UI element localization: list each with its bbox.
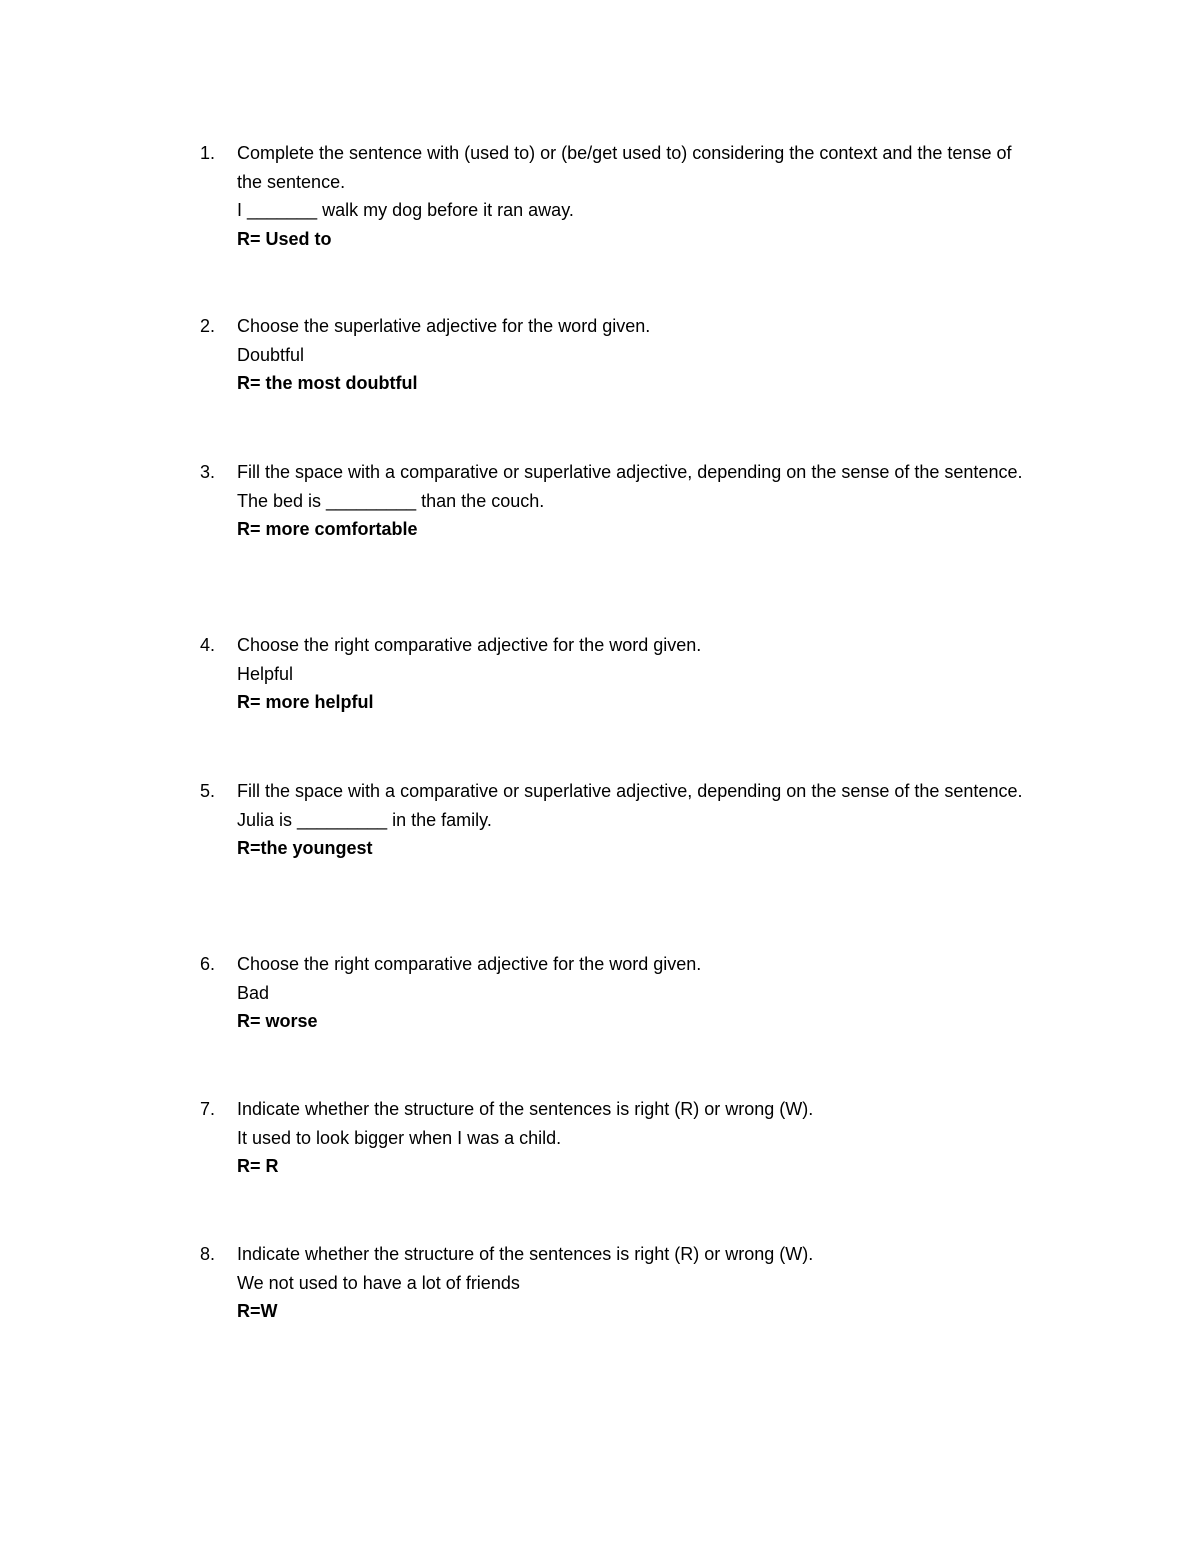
question-body <box>237 458 1037 544</box>
question-item: Julia is _________ in the family. <box>237 809 492 830</box>
question-number: 5. <box>200 781 216 801</box>
question-number: 4. <box>200 635 216 655</box>
question-prompt: Fill the space with a comparative or superlative adjective, depending on the sense of the sentence. <box>237 462 1023 482</box>
question-answer: R= the most doubtful <box>237 373 418 393</box>
question-body <box>237 1095 1037 1181</box>
question-number: 8. <box>200 1244 216 1264</box>
question-answer: R= worse <box>237 1011 318 1031</box>
question-number: 6. <box>200 954 216 974</box>
question-answer: R= more helpful <box>237 692 374 712</box>
question-item: The bed is _________ than the couch. <box>237 490 545 511</box>
question-number: 1. <box>200 143 216 163</box>
question-answer: R= Used to <box>237 228 332 249</box>
question-prompt: Choose the superlative adjective for the word given. <box>237 316 651 336</box>
question-answer: R=W <box>237 1301 278 1321</box>
question-item: Bad <box>237 982 270 1003</box>
question-number: 3. <box>200 462 216 482</box>
question-prompt: Indicate whether the structure of the sentences is right (R) or wrong (W). <box>237 1244 814 1264</box>
question-body <box>237 1240 1037 1326</box>
question-answer: R= R <box>237 1156 279 1176</box>
question-prompt: Complete the sentence with (used to) or (be/get used to) considering the context and the tense of the sentence. <box>237 143 1012 192</box>
question-item: We not used to have a lot of friends <box>237 1272 520 1293</box>
question-prompt: Fill the space with a comparative or superlative adjective, depending on the sense of the sentence. <box>237 781 1023 801</box>
question-body <box>237 312 1037 398</box>
question-answer: R= more comfortable <box>237 519 418 539</box>
question-item: Helpful <box>237 663 294 684</box>
question-item: I _______ walk my dog before it ran away. <box>237 200 574 220</box>
question-body <box>237 950 1037 1036</box>
question-prompt: Choose the right comparative adjective for the word given. <box>237 635 702 655</box>
question-number: 7. <box>200 1099 216 1119</box>
question-body <box>237 139 1037 253</box>
question-item: Doubtful <box>237 344 305 365</box>
question-item: It used to look bigger when I was a child. <box>237 1127 562 1148</box>
question-number: 2. <box>200 316 216 336</box>
question-body <box>237 631 1037 717</box>
question-prompt: Choose the right comparative adjective for the word given. <box>237 954 702 974</box>
question-body <box>237 777 1037 863</box>
question-prompt: Indicate whether the structure of the sentences is right (R) or wrong (W). <box>237 1099 814 1119</box>
question-answer: R=the youngest <box>237 838 373 858</box>
